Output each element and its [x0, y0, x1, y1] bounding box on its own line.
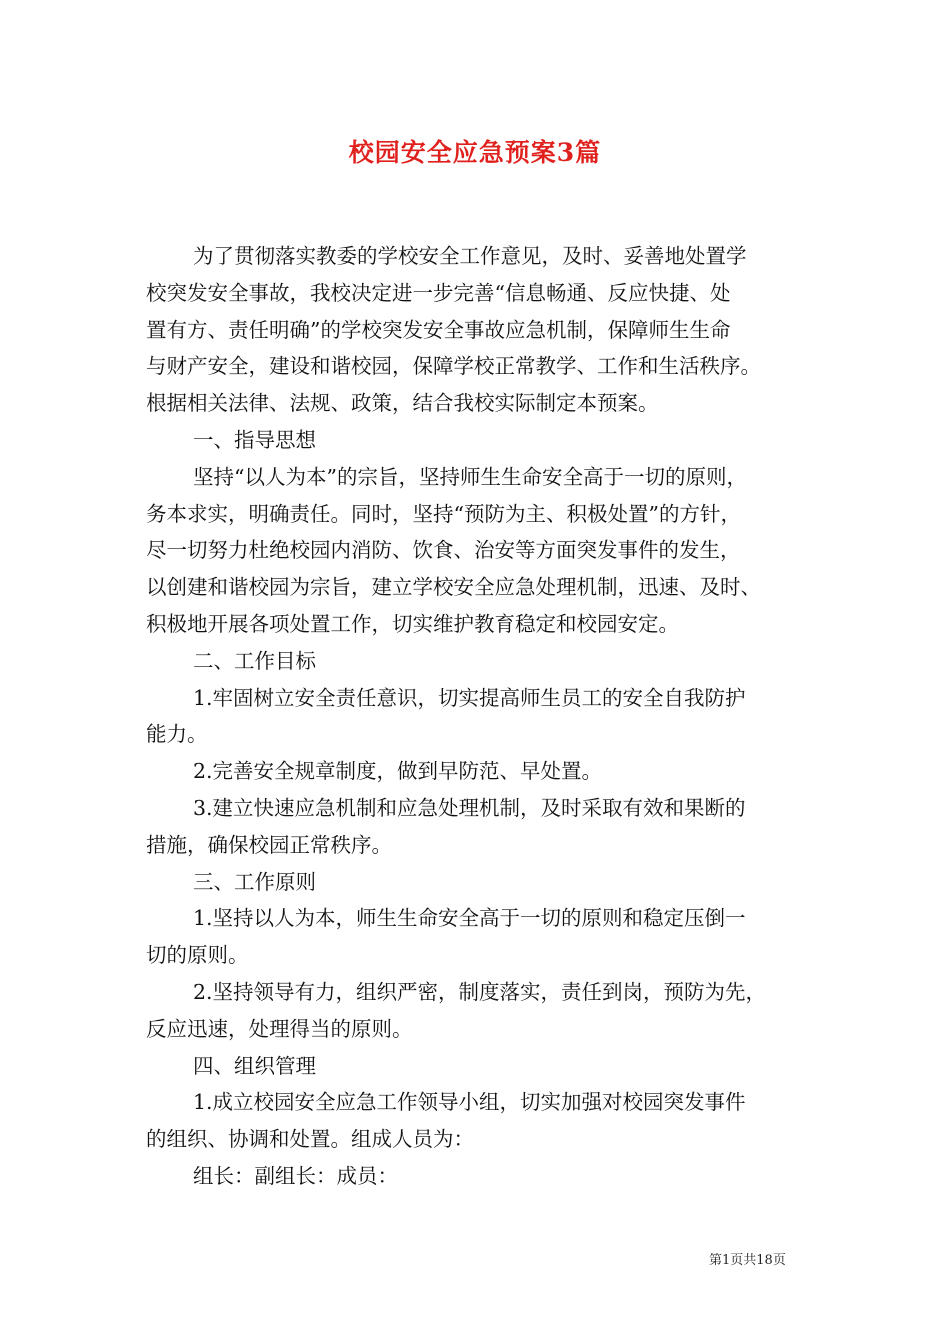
section-heading-guiding-thought: 一、指导思想: [193, 427, 316, 452]
paragraph-line: 尽一切努力杜绝校园内消防、饮食、治安等方面突发事件的发生，: [146, 538, 741, 563]
list-item-line: 能力。: [146, 722, 208, 747]
section-heading-organization: 四、组织管理: [193, 1053, 316, 1078]
list-item-line: 1.成立校园安全应急工作领导小组，切实加强对校园突发事件: [193, 1090, 746, 1115]
list-item-line: 3.建立快速应急机制和应急处理机制，及时采取有效和果断的: [193, 795, 746, 820]
intro-line: 置有方、责任明确”的学校突发安全事故应急机制，保障师生生命: [146, 317, 731, 342]
group-members-line: 组长：副组长：成员：: [193, 1163, 398, 1188]
list-item-line: 2.坚持领导有力，组织严密，制度落实，责任到岗，预防为先，: [193, 979, 767, 1004]
list-item-line: 1.牢固树立安全责任意识，切实提高师生员工的安全自我防护: [193, 685, 746, 710]
paragraph-line: 坚持“以人为本”的宗旨，坚持师生生命安全高于一切的原则，: [193, 464, 747, 489]
document-body: [146, 238, 826, 1195]
intro-line: 校突发安全事故，我校决定进一步完善“信息畅通、反应快捷、处: [146, 280, 731, 305]
document-title: 校园安全应急预案3篇: [348, 138, 602, 167]
list-item-line: 措施，确保校园正常秩序。: [146, 832, 392, 857]
paragraph-line: 务本求实，明确责任。同时，坚持“预防为主、积极处置”的方针，: [146, 501, 741, 526]
intro-line: 根据相关法律、法规、政策，结合我校实际制定本预案。: [146, 391, 659, 416]
intro-line: 为了贯彻落实教委的学校安全工作意见，及时、妥善地处置学: [193, 244, 747, 268]
section-heading-work-goals: 二、工作目标: [193, 648, 316, 673]
intro-line: 与财产安全，建设和谐校园，保障学校正常教学、工作和生活秩序。: [146, 354, 761, 379]
list-item-line: 2.完善安全规章制度，做到早防范、早处置。: [193, 759, 603, 784]
list-item-line: 反应迅速，处理得当的原则。: [146, 1016, 413, 1041]
list-item-line: 的组织、协调和处置。组成人员为：: [146, 1127, 474, 1152]
list-item-line: 1.坚持以人为本，师生生命安全高于一切的原则和稳定压倒一: [193, 906, 746, 931]
page-number: 第1页共18页: [709, 1253, 786, 1268]
paragraph-line: 积极地开展各项处置工作，切实维护教育稳定和校园安定。: [146, 611, 679, 636]
section-heading-work-principles: 三、工作原则: [193, 869, 316, 894]
list-item-line: 切的原则。: [146, 943, 249, 968]
paragraph-line: 以创建和谐校园为宗旨，建立学校安全应急处理机制，迅速、及时、: [146, 575, 761, 600]
